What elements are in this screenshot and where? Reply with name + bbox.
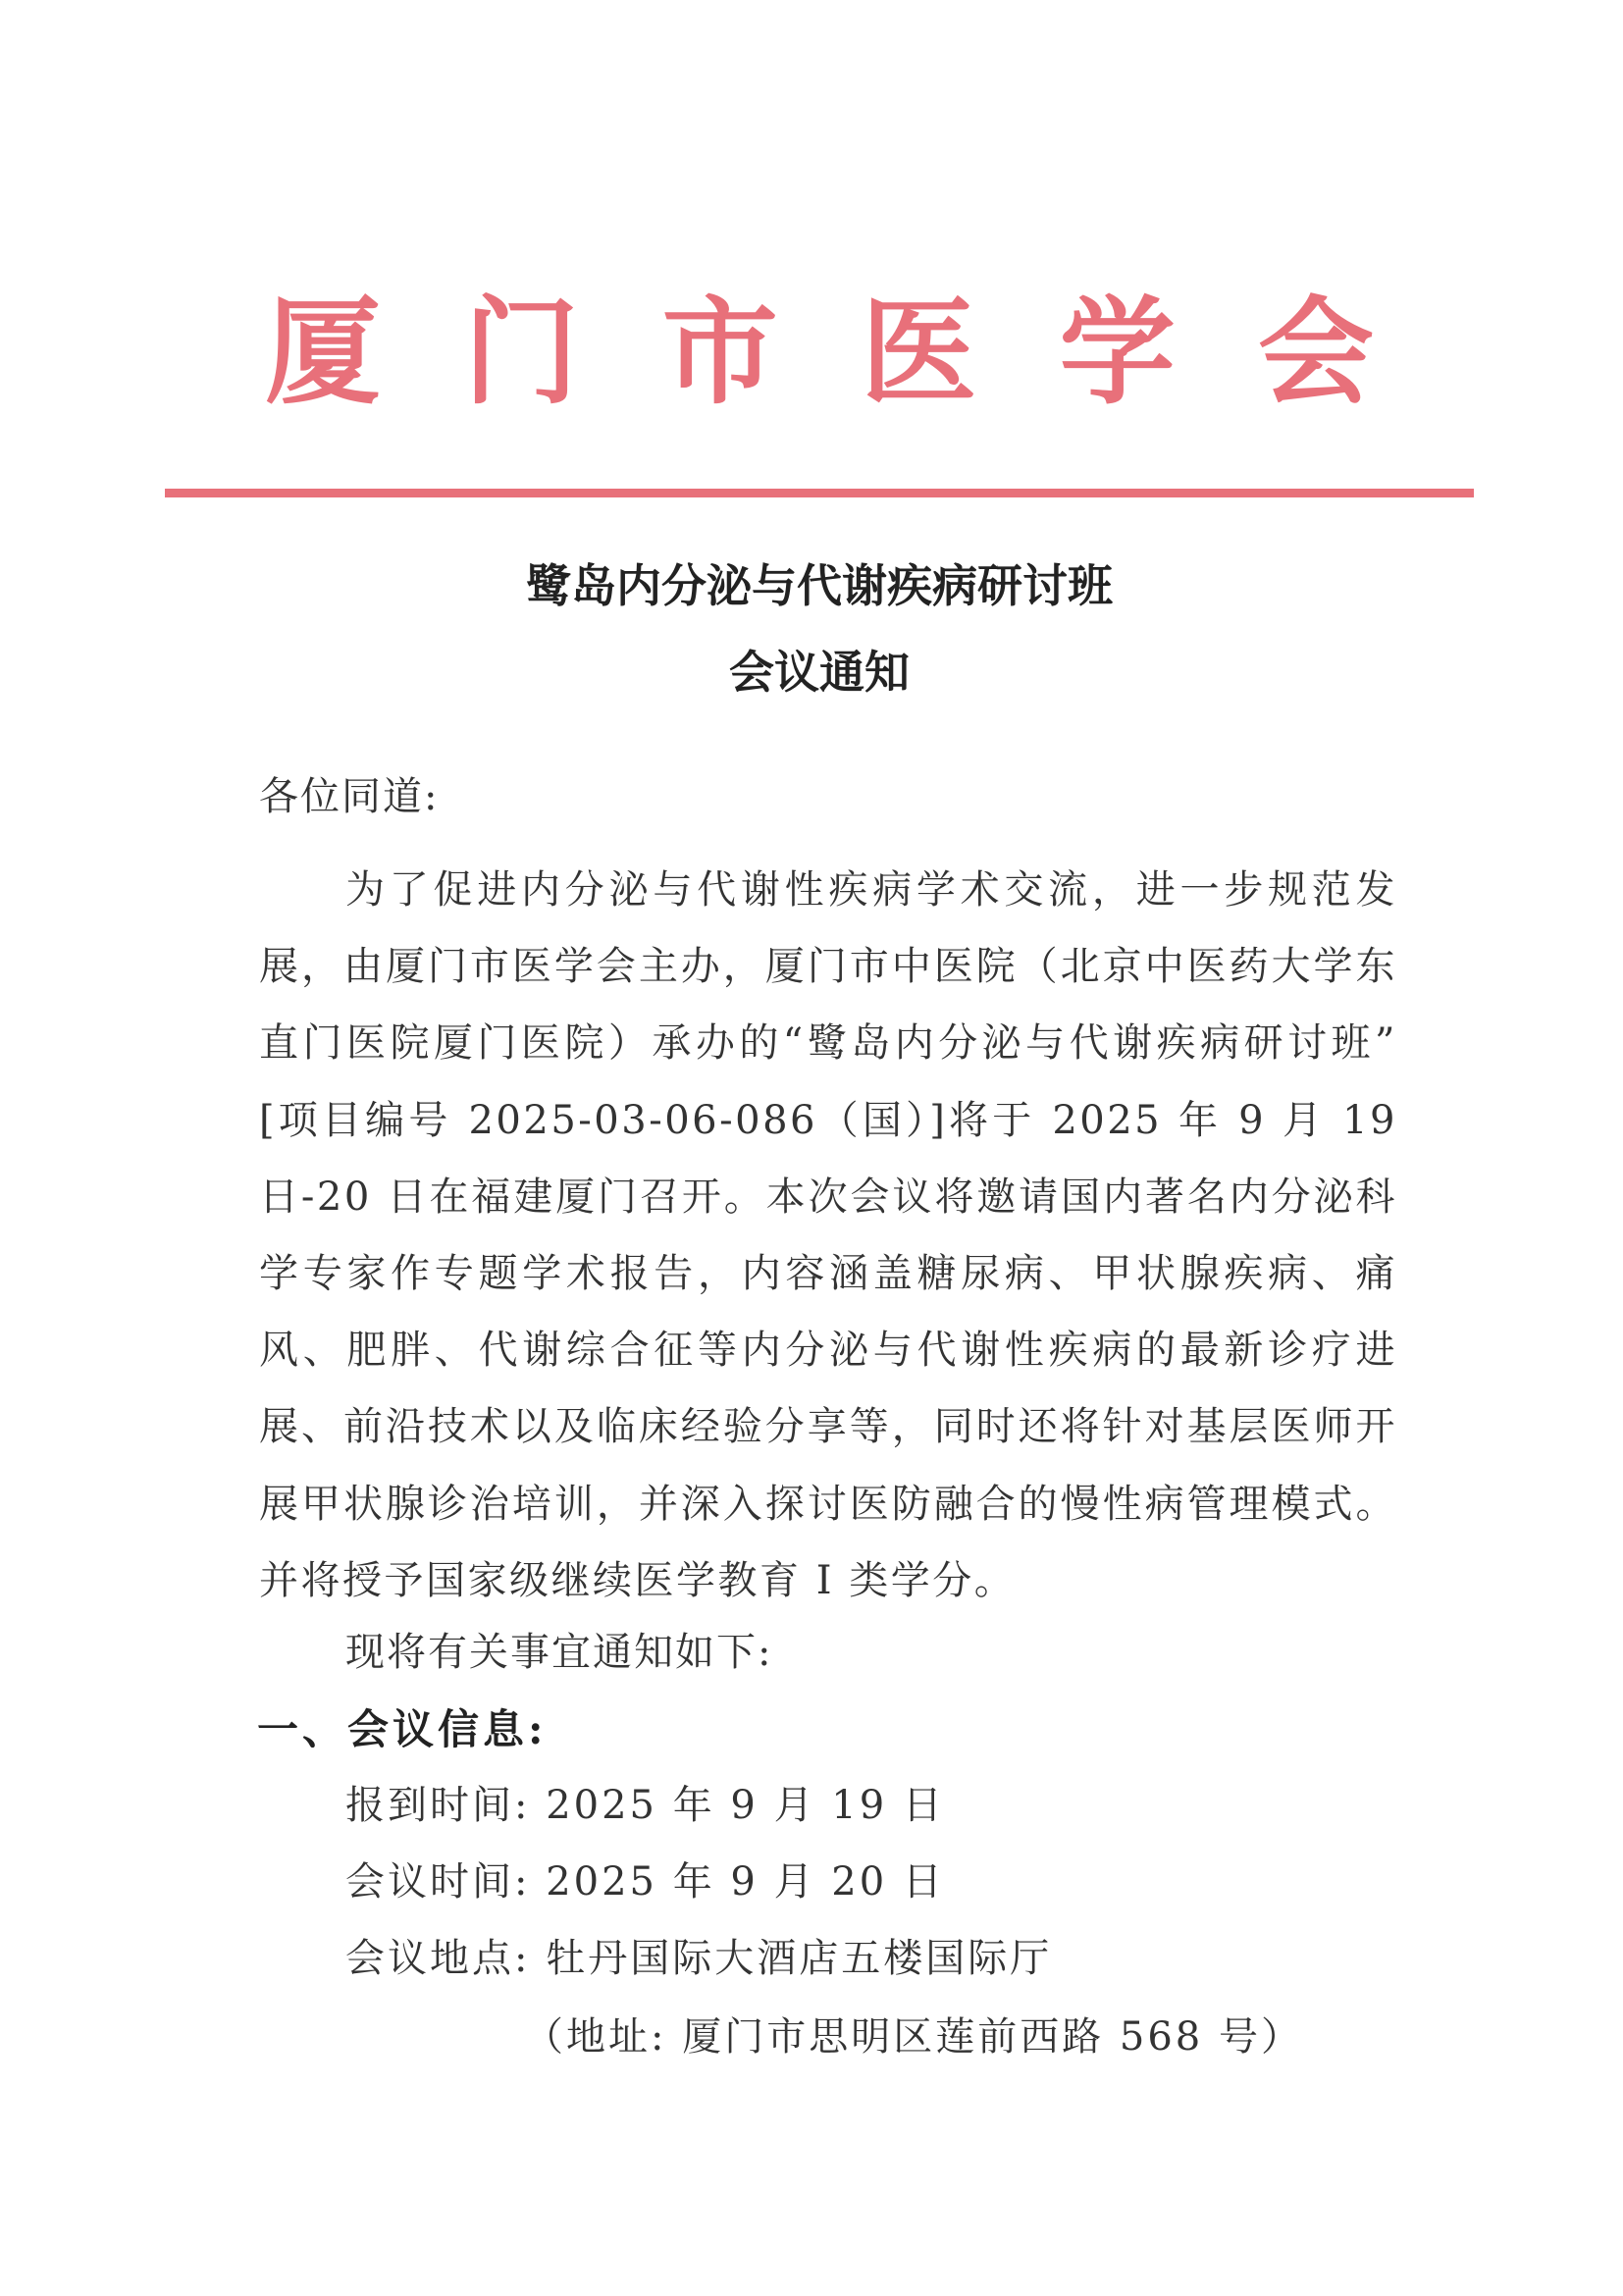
section-heading: 一、会议信息: (257, 1705, 548, 1753)
venue-row (345, 1936, 1053, 1981)
meeting-time-label: 会议时间: (345, 1859, 531, 1905)
letterhead-char: 市 (661, 284, 778, 420)
letterhead-char: 厦 (265, 284, 382, 420)
letterhead-char: 会 (1257, 284, 1374, 420)
meeting-time-value: 2025 年 9 月 20 日 (546, 1859, 945, 1905)
venue-value: 牡丹国际大酒店五楼国际厅 (546, 1936, 1053, 1981)
letterhead-char: 门 (463, 284, 580, 420)
letterhead-divider (165, 489, 1474, 497)
document-subtitle: 会议通知 (729, 646, 910, 699)
notice-intro: 现将有关事宜通知如下: (345, 1630, 773, 1675)
venue-label: 会议地点: (345, 1936, 531, 1981)
registration-time-label: 报到时间: (345, 1783, 531, 1828)
registration-time-value: 2025 年 9 月 19 日 (546, 1783, 945, 1828)
letterhead-char: 医 (861, 284, 977, 420)
document-title: 鹭岛内分泌与代谢疾病研讨班 (526, 559, 1113, 612)
letterhead-title (265, 284, 1374, 420)
body-paragraph: 为了促进内分泌与代谢性疾病学术交流，进一步规范发展，由厦门市医学会主办，厦门市中医院（北京中医药大学东直门医院厦门医院）承办的“鹭岛内分泌与代谢疾病研讨班” [项目编号 2025-03-06-086（国）]将于 2025 年 9 月 19 日-20 日在福建厦门召开。本次会议将邀请国内著名内分泌科学专家作专题学术报告，内容涵盖糖尿病、甲状腺疾病、痛风、肥胖、代谢综合征等内分泌与代谢性疾病的最新诊疗进展、前沿技术以及临床经验分享等，同时还将针对基层医师开展甲状腺诊治培训，并深入探讨医防融合的慢性病管理模式。并将授予国家级继续医学教育 I 类学分。 (259, 867, 1397, 1603)
meeting-time-row (345, 1859, 945, 1905)
venue-address: （地址: 厦门市思明区莲前西路 568 号） (524, 2014, 1303, 2060)
letterhead-char: 学 (1059, 284, 1176, 420)
salutation: 各位同道: (259, 774, 440, 819)
registration-time-row (345, 1783, 945, 1828)
